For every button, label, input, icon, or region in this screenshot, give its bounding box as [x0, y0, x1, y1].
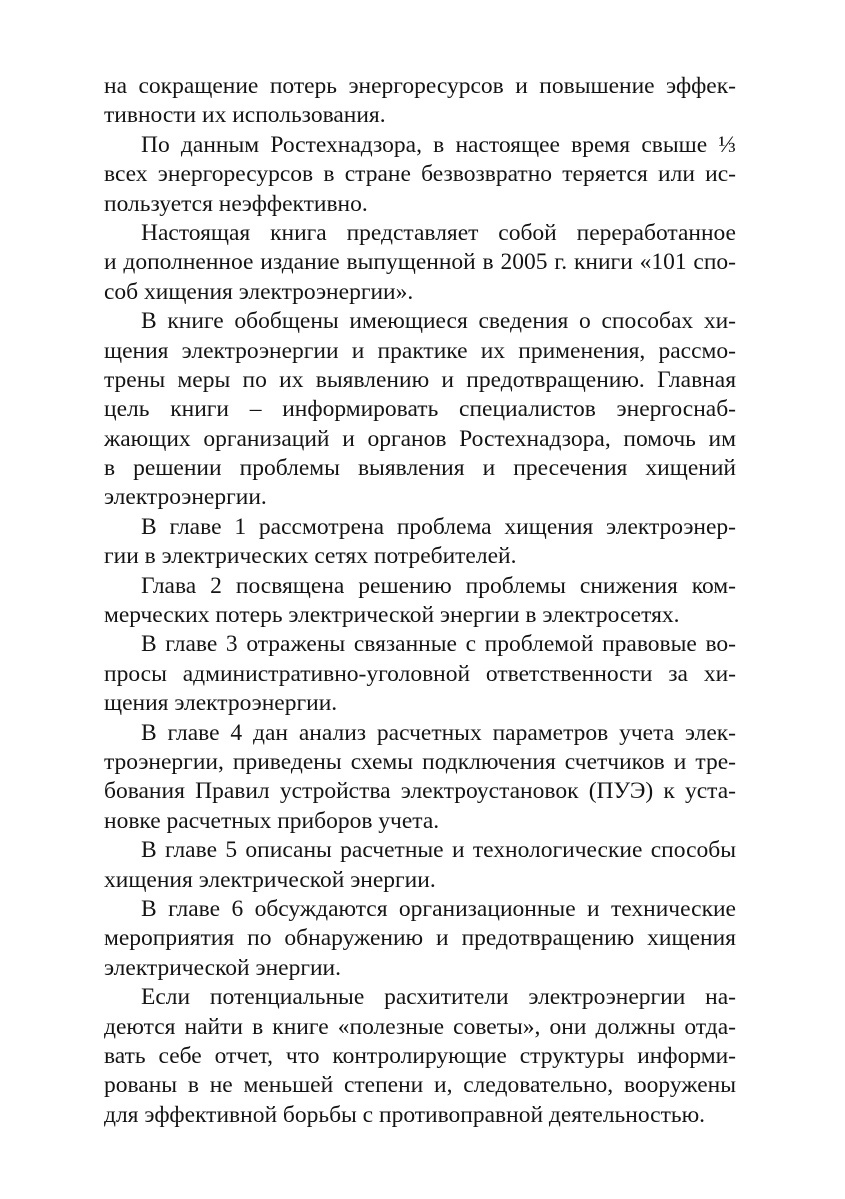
paragraph: [104, 895, 736, 983]
text-line: для эффективной борьбы с противоправной деятельностью.: [104, 1101, 706, 1128]
text-line: вать себе отчет, что контролирующие структуры информи-: [104, 1042, 736, 1069]
text-line: мероприятия по обнаружению и предотвращению хищения: [104, 925, 736, 952]
text-line: просы административно-уголовной ответственности за хи-: [104, 660, 736, 687]
paragraph: [104, 572, 736, 631]
text-line: По данным Ростехнадзора, в настоящее время свыше ⅓: [141, 131, 736, 158]
text-line: электроэнергии.: [104, 484, 267, 511]
paragraph: [104, 72, 736, 131]
paragraph: [104, 513, 736, 572]
text-line: Настоящая книга представляет собой переработанное: [141, 219, 736, 246]
text-line: щения электроэнергии.: [104, 690, 338, 717]
text-line: Если потенциальные расхитители электроэнергии на-: [141, 984, 736, 1011]
text-line: рованы в не меньшей степени и, следовательно, вооружены: [104, 1072, 736, 1099]
text-line: хищения электрической энергии.: [104, 866, 436, 893]
text-line: В книге обобщены имеющиеся сведения о способах хи-: [141, 308, 736, 335]
text-line: В главе 4 дан анализ расчетных параметров учета элек-: [141, 719, 736, 746]
paragraph: [104, 131, 736, 219]
text-line: на сокращение потерь энергоресурсов и повышение эффек-: [104, 73, 736, 99]
paragraph: [104, 836, 736, 895]
text-line: и дополненное издание выпущенной в 2005 г. книги «101 спо-: [104, 249, 736, 276]
paragraph: [104, 307, 736, 513]
text-line: Глава 2 посвящена решению проблемы снижения ком-: [141, 572, 736, 599]
text-line: В главе 5 описаны расчетные и технологические способы: [141, 837, 736, 864]
paragraph: [104, 983, 736, 1130]
text-line: мерческих потерь электрической энергии в электросетях.: [104, 602, 680, 629]
text-line: гии в электрических сетях потребителей.: [104, 543, 517, 570]
text-line: новке расчетных приборов учета.: [104, 807, 440, 834]
text-line: жающих организаций и органов Ростехнадзора, помочь им: [104, 425, 736, 452]
text-line: щения электроэнергии и практике их применения, рассмо-: [104, 337, 736, 364]
paragraph: [104, 630, 736, 718]
text-line: В главе 6 обсуждаются организационные и технические: [141, 895, 736, 922]
text-line: тивности их использования.: [104, 102, 386, 129]
text-line: трены меры по их выявлению и предотвращению. Главная: [104, 366, 736, 393]
text-line: электрической энергии.: [104, 954, 342, 981]
text-line: соб хищения электроэнергии».: [104, 278, 414, 305]
text-line: бования Правил устройства электроустановок (ПУЭ) к уста-: [104, 778, 736, 805]
text-line: В главе 1 рассмотрена проблема хищения электроэнер-: [141, 513, 736, 540]
text-line: всех энергоресурсов в стране безвозвратно теряется или ис-: [104, 161, 736, 188]
paragraph: [104, 219, 736, 307]
text-line: в решении проблемы выявления и пресечения хищений: [104, 455, 736, 482]
text-line: цель книги – информировать специалистов энергоснаб-: [104, 396, 736, 423]
text-line: пользуется неэффективно.: [104, 190, 368, 217]
text-line: троэнергии, приведены схемы подключения счетчиков и тре-: [104, 748, 736, 775]
paragraph: [104, 719, 736, 837]
text-line: деются найти в книге «полезные советы», они должны отда-: [104, 1013, 736, 1040]
text-line: В главе 3 отражены связанные с проблемой правовые во-: [141, 631, 736, 658]
body-text: [104, 72, 736, 1130]
